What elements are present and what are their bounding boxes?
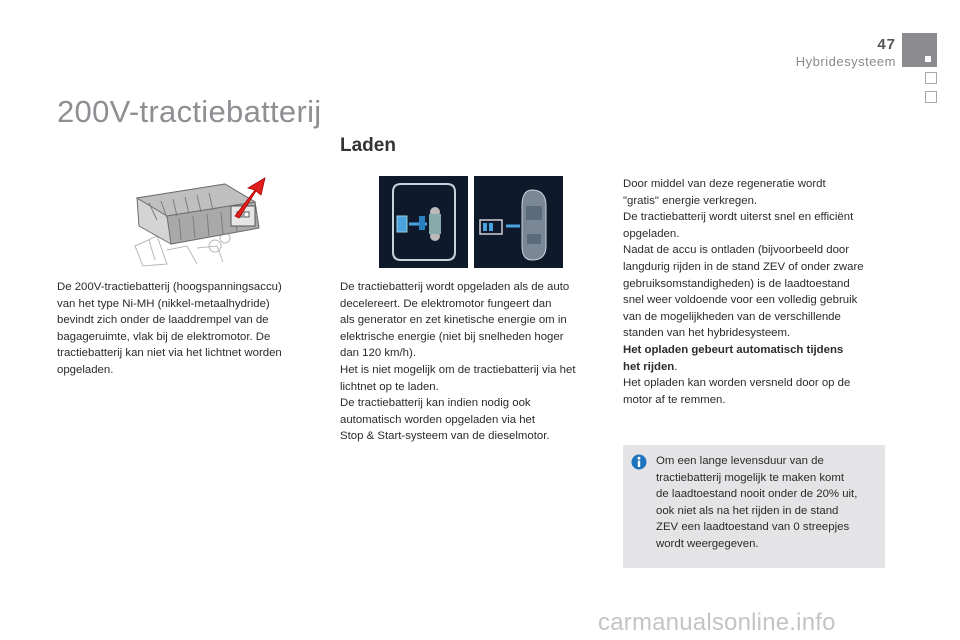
text-line: tractiebatterij mogelijk te maken komt (656, 471, 845, 484)
intro-paragraph (57, 279, 317, 379)
text-line: standen van het hybridesysteem. (623, 327, 791, 340)
watermark: carmanualsonline.info (598, 609, 836, 636)
text-line: langdurig rijden in de stand ZEV of onder zware (623, 260, 864, 273)
text-line: opgeladen. (623, 227, 680, 240)
text-line: gebruiksomstandigheden) is de laadtoestand (623, 277, 850, 290)
charging-paragraph (340, 279, 602, 445)
chapter-tab-outline-2[interactable] (925, 91, 937, 103)
text-line: "gratis" energie verkregen. (623, 194, 758, 207)
text-line: automatisch worden opgeladen via het (340, 413, 536, 426)
page-number: 47 (877, 36, 896, 53)
text-line: van het type Ni-MH (nikkel-metaalhydride) (57, 297, 270, 310)
text-line: tractiebatterij kan niet via het lichtnet worden (57, 347, 282, 360)
text-line: dan 120 km/h). (340, 347, 416, 360)
text-line: lichtnet op te laden. (340, 380, 439, 393)
section-name: Hybridesysteem (795, 54, 896, 69)
battery-illustration (127, 176, 269, 268)
text-line: Om een lange levensduur van de (656, 455, 824, 467)
text-line: elektrische energie (niet bij snelheden hoger (340, 330, 564, 343)
text-line: motor af te remmen. (623, 393, 726, 406)
text-line: bevindt zich onder de laaddrempel van de (57, 314, 269, 327)
info-note-box (623, 445, 885, 568)
punctuation: . (674, 360, 678, 373)
chapter-tab-outline-1[interactable] (925, 72, 937, 84)
bold-text-line: het rijden (623, 360, 675, 373)
text-line: Nadat de accu is ontladen (bijvoorbeeld door (623, 244, 850, 257)
text-line: opgeladen. (57, 363, 114, 376)
text-line: De tractiebatterij kan indien nodig ook (340, 397, 531, 410)
text-line: snel weer voldoende voor een volledig gebruik (623, 294, 858, 307)
energy-display-right (474, 176, 563, 268)
page-title: 200V-tractiebatterij (57, 94, 322, 129)
chapter-tab-active[interactable] (902, 33, 937, 67)
text-line: De 200V-tractiebatterij (hoogspanningsaccu) (57, 281, 282, 293)
text-line: De tractiebatterij wordt opgeladen als de auto (340, 281, 570, 293)
text-line: Het is niet mogelijk om de tractiebatterij via het (340, 363, 576, 376)
info-note-text (656, 453, 882, 553)
text-line: ZEV een laadtoestand van 0 streepjes (656, 521, 850, 534)
text-line: Het opladen kan worden versneld door op de (623, 377, 851, 390)
info-icon (631, 454, 647, 470)
bold-text-line: Het opladen gebeurt automatisch tijdens (623, 343, 844, 356)
text-line: van de mogelijkheden van de verschillende (623, 310, 841, 323)
text-line: Stop & Start-systeem van de dieselmotor. (340, 430, 550, 443)
text-line: ook niet als na het rijden in de stand (656, 504, 839, 517)
text-line: De tractiebatterij wordt uiterst snel en efficiënt (623, 211, 854, 224)
text-line: decelereert. De elektromotor fungeert dan (340, 297, 552, 310)
section-heading: Laden (340, 135, 396, 156)
text-line: als generator en zet kinetische energie om in (340, 314, 567, 327)
regeneration-paragraph (623, 176, 888, 408)
energy-display-left (379, 176, 468, 268)
tab-marker (925, 56, 931, 62)
text-line: bagageruimte, vlak bij de elektromotor. De (57, 330, 271, 343)
text-line: Door middel van deze regeneratie wordt (623, 178, 826, 190)
text-line: wordt weergegeven. (656, 537, 759, 550)
text-line: de laadtoestand nooit onder de 20% uit, (656, 488, 858, 501)
